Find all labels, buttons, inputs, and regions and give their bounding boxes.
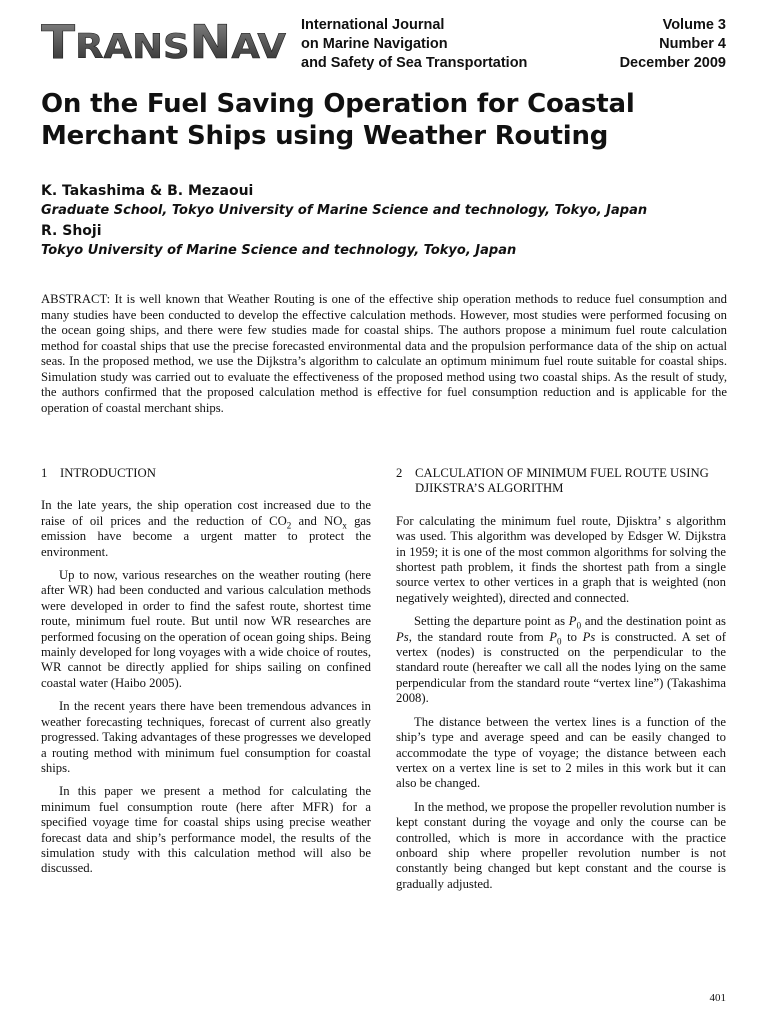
text-run: to: [561, 629, 583, 644]
subscript: 0: [556, 636, 562, 647]
section-heading: [396, 466, 726, 497]
paragraph: In this paper we present a method for calculating the minimum fuel consumption route (here after MFR) for a specified voyage time for coastal ships using precise weather forecast data and ship’s performance model, the results of the simulation study with this calculation method will also be discussed.: [41, 784, 371, 876]
section-number: 2: [396, 466, 403, 480]
paper-title: [41, 88, 731, 152]
volume-label: Volume 3: [662, 17, 726, 33]
page-number: 401: [709, 992, 726, 1004]
paragraph: In the recent years there have been tremendous advances in weather forecasting techniques, forecast of current also greatly progressed. Taking advantages of these progresses we developed a routing method with minimum fuel consumption for coastal ships.: [41, 699, 371, 775]
abstract: ABSTRACT: It is well known that Weather Routing is one of the effective ship operation methods to reduce fuel consumption and many studies have been conducted to develop the effective calculation methods. However, most studies were performed focusing on the ocean going ships, and there were few studies made for coastal ships. The authors propose a minimum fuel route calculation method for coastal ships that use the precise forecasted environmental data and the propulsion performance data of the ship on actual seas. In the proposed method, we use the Dijkstra’s algorithm to calculate an optimum minimum fuel route suitable for coastal ships. Simulation study was carried out to evaluate the effectiveness of the proposed method using two coastal ships. As the result of study, the authors confirmed that the proposed calculation method is effective for fuel consumption reduction and is applicable for the operation of coastal merchant ships.: [41, 292, 727, 415]
text-run: Setting the departure point as: [414, 614, 569, 629]
journal-line: International Journal: [301, 17, 445, 33]
author-names: R. Shoji: [41, 223, 102, 239]
paragraph: In the method, we propose the propeller revolution number is kept constant during the voyage and only the course can be controlled, which is more in accordance with the practice onboard ship where propeller revolution number is not constantly being changed but kept constant and the course is gradually adjusted.: [396, 799, 726, 891]
title-line: On the Fuel Saving Operation for Coastal: [41, 89, 635, 119]
paragraph: [41, 498, 371, 560]
transnav-logo-icon: [41, 16, 291, 62]
subscript: 0: [576, 620, 582, 631]
symbol: Ps: [396, 629, 409, 644]
journal-logo: [41, 14, 291, 62]
journal-line: and Safety of Sea Transportation: [301, 55, 528, 71]
text-run: gas emission have become a urgent matter to protect the environment.: [41, 513, 371, 559]
text-run: is constructed. A set of vertex (nodes) is constructed on the perpendicular to the standard route (hereafter we call all the nodes lying on the same perpendicular from the standard route “vertex line”) (Takashima 2008).: [396, 629, 726, 706]
left-column: [41, 466, 371, 885]
section-title: CALCULATION OF MINIMUM FUEL ROUTE USING DJIKSTRA’S ALGORITHM: [415, 466, 709, 496]
text-run: In the late years, the ship operation cost increased due to the raise of oil prices and the reduction of CO: [41, 498, 371, 528]
author-names: K. Takashima & B. Mezaoui: [41, 183, 254, 199]
paragraph: For calculating the minimum fuel route, Djisktra’ s algorithm was used. This algorithm was developed by Edsger W. Dijkstra in 1959; it is one of the most common algorithms for solving the shortest path problem, it finds the shortest path from a single source vertex to other vertices in a graph that is weighted (non negatively weighted), directed and connected.: [396, 513, 726, 605]
journal-line: on Marine Navigation: [301, 36, 448, 52]
author-affiliation: Tokyo University of Marine Science and technology, Tokyo, Japan: [41, 243, 517, 258]
symbol: Ps: [582, 629, 596, 644]
subscript: 2: [286, 520, 292, 531]
text-run: and the destination point as: [581, 614, 726, 629]
paragraph: The distance between the vertex lines is a function of the ship’s type and average speed and can be easily changed to accommodate the type of voyage; the distance between each vertex on a vertex line is set to 2 miles in this work but it can also be changed.: [396, 714, 726, 791]
section-title: INTRODUCTION: [60, 466, 156, 480]
subscript: x: [342, 520, 347, 531]
issue-info: [620, 16, 726, 73]
paragraph: [396, 614, 726, 706]
text-run: , the standard route from: [408, 629, 550, 644]
symbol: P: [568, 614, 577, 629]
right-column: [396, 466, 726, 900]
symbol: P: [549, 629, 557, 644]
number-label: Number 4: [659, 36, 726, 52]
journal-name: [301, 16, 527, 73]
section-number: 1: [41, 466, 48, 480]
svg-text:TRANSNAV: TRANS NAV: [41, 16, 282, 62]
section-heading: [41, 466, 371, 481]
author-block: [41, 181, 741, 261]
date-label: December 2009: [619, 55, 726, 71]
text-run: and NO: [291, 513, 343, 528]
paragraph: Up to now, various researches on the weather routing (here after WR) had been conducted and various calculation methods were developed in order to find the safest route, shortest time route, minimum fuel route. But until now WR researches are performed focusing on the operation of ocean going ships. Being mainly developed for long voyages with a wide choice of routes, WR cannot be directly applied for ships sailing on confined coastal water (Haibo 2005).: [41, 568, 371, 690]
author-affiliation: Graduate School, Tokyo University of Marine Science and technology, Tokyo, Japan: [41, 203, 648, 218]
title-line: Merchant Ships using Weather Routing: [41, 121, 609, 151]
